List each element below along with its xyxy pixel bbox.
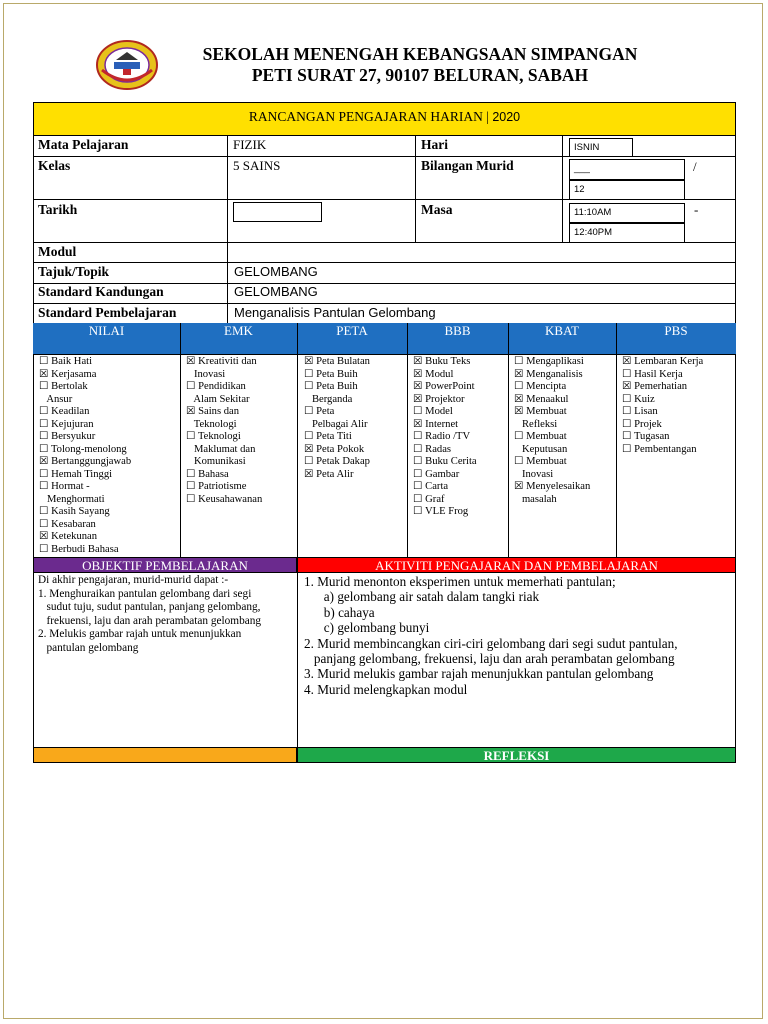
checklist-item: ☐ Peta Buih: [304, 368, 358, 380]
school-name: SEKOLAH MENENGAH KEBANGSAAN SIMPANGAN: [202, 44, 638, 64]
checklist-item: ☒ Sains dan: [186, 406, 240, 417]
title-bar: RANCANGAN PENGAJARAN HARIAN | 2020: [33, 102, 736, 136]
checklist-item: ☐ Buku Cerita: [413, 456, 477, 467]
checklist-item: Inovasi: [186, 368, 226, 380]
checklist-item: ☐ Model: [413, 406, 453, 417]
school-logo-icon: [96, 40, 158, 90]
checklist-item: Berganda: [304, 393, 353, 405]
tarikh-label: Tarikh: [38, 202, 78, 217]
checklist-item: ☐ Membuat: [514, 456, 567, 467]
objektif-lines: [38, 588, 294, 656]
checklist-item: ☒ Ketekunan: [39, 531, 98, 542]
bbb-header: BBB: [444, 323, 471, 338]
bilangan-slash: /: [693, 159, 697, 174]
checklist-item: ☐ Peta Buih: [304, 381, 358, 392]
checklist-item: ☒ Membuat: [514, 406, 567, 417]
list-line: 1. Murid menonton eksperimen untuk memerhati pantulan;: [304, 574, 616, 589]
standard-kandungan-label: Standard Kandungan: [38, 284, 164, 299]
mata-pelajaran-value: FIZIK: [233, 137, 267, 152]
tarikh-field[interactable]: [233, 202, 322, 222]
mata-pelajaran-label: Mata Pelajaran: [38, 137, 129, 152]
peta-header: PETA: [336, 323, 368, 338]
bbb-list: [413, 356, 477, 519]
school-header: [175, 44, 665, 86]
list-line: c) gelombang bunyi: [304, 620, 430, 636]
checklist-item: ☐ Carta: [413, 481, 449, 492]
kbat-header: KBAT: [545, 323, 579, 338]
masa-end-field[interactable]: 12:40PM: [569, 223, 685, 243]
checklist-item: ☒ Buku Teks: [413, 356, 471, 367]
checklist-item: ☐ Peta: [304, 406, 335, 417]
checklist-item: ☒ Menganalisis: [514, 368, 583, 380]
checklist-item: Ansur: [39, 393, 73, 405]
nilai-header: NILAI: [88, 323, 125, 338]
checklist-item: ☐ Membuat: [514, 431, 567, 442]
checklist-item: ☐ Mencipta: [514, 381, 567, 392]
list-line: sudut tuju, sudut pantulan, panjang gelombang,: [38, 601, 261, 613]
footer-left-bar: [33, 747, 297, 763]
bilangan-total-field[interactable]: 12: [569, 180, 685, 200]
kelas-value: 5 SAINS: [233, 158, 281, 173]
pbs-list: [622, 356, 703, 456]
checklist-item: Keputusan: [514, 443, 568, 455]
checklist-item: ☐ Radio /TV: [413, 431, 471, 442]
checklist-item: ☒ Peta Alir: [304, 468, 354, 480]
masa-label: Masa: [421, 202, 453, 217]
list-line: panjang gelombang, frekuensi, laju dan arah perambatan gelombang: [304, 651, 675, 667]
standard-pembelajaran-value: Menganalisis Pantulan Gelombang: [234, 305, 436, 320]
checklist-item: ☐ Tugasan: [622, 431, 670, 442]
bilangan-murid-label: Bilangan Murid: [421, 158, 514, 173]
checklist-item: ☐ Tolong-menolong: [39, 443, 127, 455]
masa-start-field[interactable]: 11:10AM: [569, 203, 685, 223]
checklist-item: ☒ Lembaran Kerja: [622, 356, 704, 367]
aktiviti-header: AKTIVITI PENGAJARAN DAN PEMBELAJARAN: [297, 557, 736, 573]
checklist-item: Refleksi: [514, 418, 558, 430]
checklist-item: ☐ Kesabaran: [39, 518, 96, 530]
hari-label: Hari: [421, 137, 448, 152]
checklist-item: ☐ Teknologi: [186, 431, 241, 442]
checklist-item: ☐ Mengaplikasi: [514, 356, 584, 367]
kelas-label: Kelas: [38, 158, 71, 173]
checklist-item: ☐ Pendidikan: [186, 381, 246, 392]
checklist-item: ☒ Peta Bulatan: [304, 356, 370, 367]
list-line: 4. Murid melengkapkan modul: [304, 681, 468, 697]
list-line: 2. Melukis gambar rajah untuk menunjukkan: [38, 628, 242, 640]
checklist-item: Komunikasi: [186, 456, 246, 467]
peta-list: [304, 356, 370, 481]
checklist-item: ☐ Keusahawanan: [186, 493, 263, 505]
checklist-item: ☐ Petak Dakap: [304, 456, 370, 467]
tajuk-label: Tajuk/Topik: [38, 264, 110, 279]
checklist-item: Pelbagai Alir: [304, 418, 368, 430]
list-line: pantulan gelombang: [38, 641, 139, 654]
pbs-header: PBS: [664, 323, 688, 338]
list-line: frekuensi, laju dan arah perambatan gelombang: [38, 614, 262, 627]
list-line: 1. Menghuraikan pantulan gelombang dari segi: [38, 587, 252, 600]
checklist-item: Menghormati: [39, 493, 105, 505]
checklist-item: Teknologi: [186, 418, 237, 430]
checklist-item: Maklumat dan: [186, 443, 256, 455]
aktiviti-content: [304, 574, 734, 697]
list-line: 3. Murid melukis gambar rajah menunjukkan pantulan gelombang: [304, 666, 654, 682]
checklist-item: ☐ Kasih Sayang: [39, 506, 110, 517]
checklist-item: ☐ Gambar: [413, 468, 460, 480]
objektif-header: OBJEKTIF PEMBELAJARAN: [33, 557, 297, 573]
school-address: PETI SURAT 27, 90107 BELURAN, SABAH: [251, 65, 589, 85]
checklist-item: ☐ Hasil Kerja: [622, 368, 683, 380]
modul-label: Modul: [38, 244, 77, 259]
checklist-item: ☒ PowerPoint: [413, 381, 475, 392]
hari-field[interactable]: ISNIN: [569, 138, 633, 157]
checklist-item: Alam Sekitar: [186, 393, 250, 405]
plan-year: 2020: [492, 110, 521, 124]
checklist-item: ☒ Projektor: [413, 393, 465, 405]
checklist-item: Inovasi: [514, 468, 554, 480]
list-line: b) cahaya: [304, 604, 375, 620]
checklist-item: ☒ Pemerhatian: [622, 381, 688, 392]
checklist-item: ☐ Bersyukur: [39, 431, 96, 442]
emk-list: [186, 356, 262, 506]
checklist-item: ☐ Patriotisme: [186, 481, 247, 492]
checklist-item: ☐ Graf: [413, 493, 445, 505]
checklist-item: ☐ Kuiz: [622, 393, 655, 405]
checklist-item: ☐ Projek: [622, 418, 662, 430]
checklist-item: ☒ Kerjasama: [39, 368, 97, 380]
standard-kandungan-value: GELOMBANG: [234, 284, 318, 299]
checklist-item: ☐ Bertolak: [39, 381, 88, 392]
checklist-item: masalah: [514, 493, 557, 505]
checklist-item: ☒ Menyelesaikan: [514, 481, 591, 492]
checklist-item: ☐ Bahasa: [186, 468, 229, 480]
checklist-item: ☒ Peta Pokok: [304, 443, 365, 455]
refleksi-header: REFLEKSI: [297, 747, 736, 763]
checklist-item: ☐ Hormat -: [39, 481, 90, 492]
objektif-intro: Di akhir pengajaran, murid-murid dapat :-: [38, 574, 229, 586]
plan-title: RANCANGAN PENGAJARAN HARIAN: [248, 109, 483, 124]
checklist-item: ☐ VLE Frog: [413, 506, 469, 517]
checklist-item: ☒ Kreativiti dan: [186, 356, 257, 367]
checklist-item: ☒ Modul: [413, 368, 454, 380]
bilangan-present-field[interactable]: ___: [569, 159, 685, 180]
tajuk-value: GELOMBANG: [234, 264, 318, 279]
checklist-item: ☐ Hemah Tinggi: [39, 468, 113, 480]
checklist-item: ☐ Baik Hati: [39, 356, 93, 367]
emk-header: EMK: [224, 323, 253, 338]
list-line: a) gelombang air satah dalam tangki riak: [304, 589, 540, 605]
checklist-item: ☒ Menaakul: [514, 393, 569, 405]
list-line: 2. Murid membincangkan ciri-ciri gelombang dari segi sudut pantulan,: [304, 635, 678, 651]
nilai-list: [39, 356, 131, 556]
kbat-list: [514, 356, 590, 506]
standard-pembelajaran-label: Standard Pembelajaran: [38, 305, 177, 320]
checklist-item: ☒ Internet: [413, 418, 459, 430]
checklist-item: ☐ Pembentangan: [622, 443, 697, 455]
checklist-item: ☐ Radas: [413, 443, 452, 455]
checklist-item: ☐ Berbudi Bahasa: [39, 543, 119, 555]
checklist-item: ☐ Lisan: [622, 406, 658, 417]
objektif-content: [38, 574, 294, 655]
checklist-item: ☐ Peta Titi: [304, 431, 352, 442]
checklist-item: ☐ Kejujuran: [39, 418, 94, 430]
checklist-item: ☐ Keadilan: [39, 406, 90, 417]
checklist-item: ☒ Bertanggungjawab: [39, 456, 132, 467]
masa-dash: -: [694, 202, 699, 217]
